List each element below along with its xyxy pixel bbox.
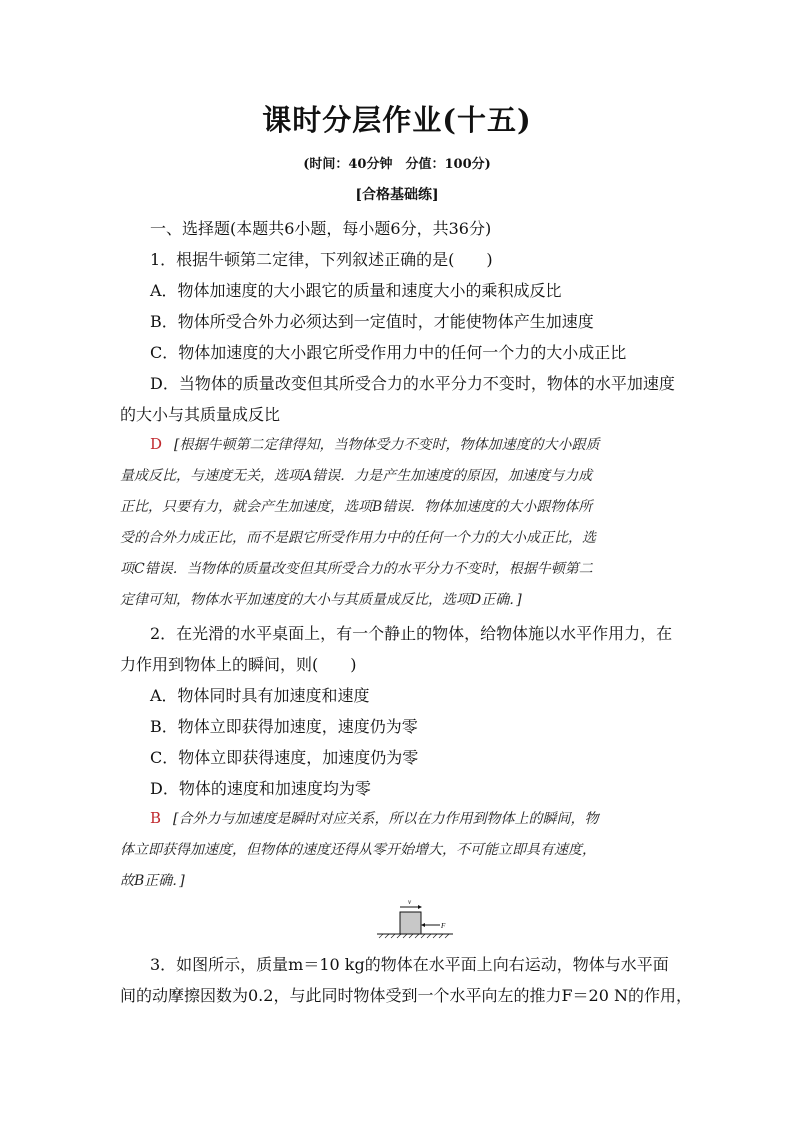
- page-title: 课时分层作业(十五): [262, 103, 532, 137]
- q1-answer-line6: 定律可知，物体水平加速度的大小与其质量成反比，选项D正确．]: [120, 592, 522, 608]
- time-score-info: (时间：40分钟 分值：100分): [303, 157, 491, 172]
- q2-answer-line3: 故B正确．]: [120, 873, 185, 889]
- q1-answer-line4: 受的合外力成正比，而不是跟它所受作用力中的任何一个力的大小成正比，选: [120, 530, 596, 546]
- block-force-diagram: [375, 898, 455, 944]
- q2-option-b: B．物体立即获得加速度，速度仍为零: [150, 717, 418, 736]
- q1-answer-line5: 项C错误．当物体的质量改变但其所受合力的水平分力不变时，根据牛顿第二: [120, 561, 593, 577]
- q2-option-c: C．物体立即获得速度，加速度仍为零: [150, 748, 419, 767]
- ground-hatching: [379, 934, 449, 938]
- section-heading: [合格基础练]: [355, 187, 439, 203]
- velocity-label: v: [408, 898, 412, 906]
- q2-answer-line1: B [合外力与加速度是瞬时对应关系，所以在力作用到物体上的瞬间，物: [150, 809, 599, 827]
- q1-option-b: B．物体所受合外力必须达到一定值时，才能使物体产生加速度: [150, 312, 594, 331]
- q1-answer-line3: 正比，只要有力，就会产生加速度，选项B错误．物体加速度的大小跟物体所: [120, 499, 593, 515]
- part-heading: 一、选择题(本题共6小题，每小题6分，共36分): [150, 219, 492, 238]
- q1-option-d-line1: D．当物体的质量改变但其所受合力的水平分力不变时，物体的水平加速度: [150, 374, 675, 393]
- q1-option-d-line2: 的大小与其质量成反比: [120, 405, 281, 424]
- q2-option-a: A．物体同时具有加速度和速度: [150, 686, 370, 705]
- q1-answer-line1: D [根据牛顿第二定律得知，当物体受力不变时，物体加速度的大小跟质: [150, 435, 600, 453]
- q2-stem-line2: 力作用到物体上的瞬间，则( ): [120, 655, 357, 674]
- q1-answer-line2: 量成反比，与速度无关，选项A错误．力是产生加速度的原因，加速度与力成: [120, 468, 593, 484]
- q2-answer-line2: 体立即获得加速度，但物体的速度还得从零开始增大，不可能立即具有速度，: [120, 842, 596, 858]
- q2-stem-line1: 2．在光滑的水平桌面上，有一个静止的物体，给物体施以水平作用力，在: [150, 624, 673, 643]
- q2-answer-letter: B: [150, 809, 162, 827]
- q1-stem: 1．根据牛顿第二定律，下列叙述正确的是( ): [150, 250, 493, 269]
- force-label: F: [441, 922, 446, 930]
- q1-option-a: A．物体加速度的大小跟它的质量和速度大小的乘积成反比: [150, 281, 562, 300]
- block: [400, 912, 421, 934]
- q1-option-c: C．物体加速度的大小跟它所受作用力中的任何一个力的大小成正比: [150, 343, 627, 362]
- q2-option-d: D．物体的速度和加速度均为零: [150, 779, 371, 798]
- q1-answer-letter: D: [150, 435, 163, 453]
- force-arrowhead: [421, 923, 425, 927]
- q3-stem-line2: 间的动摩擦因数为0.2，与此同时物体受到一个水平向左的推力F＝20 N的作用，: [120, 986, 692, 1005]
- velocity-arrowhead: [418, 905, 422, 909]
- q3-stem-line1: 3．如图所示，质量m＝10 kg的物体在水平面上向右运动，物体与水平面: [150, 955, 669, 974]
